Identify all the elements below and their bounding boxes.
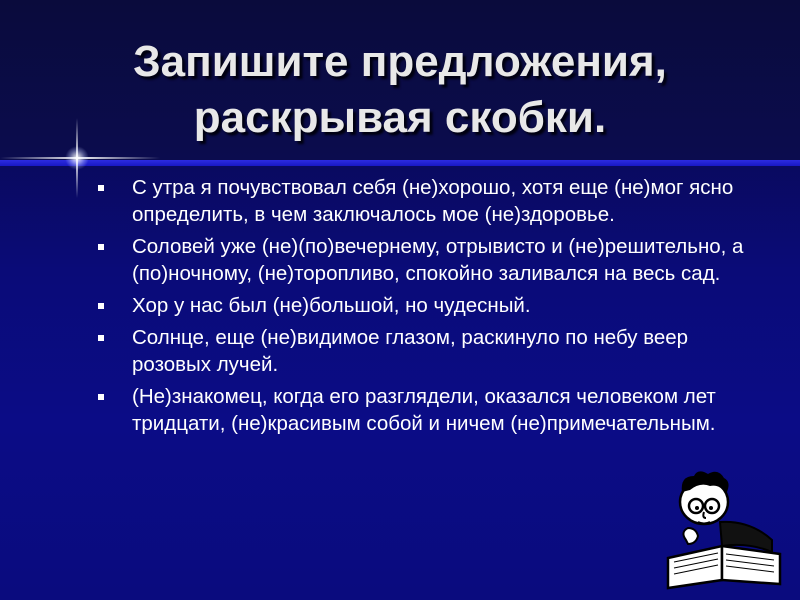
bullet-marker-icon [98,303,104,309]
list-item-text: Хор у нас был (не)большой, но чудесный. [132,294,531,317]
slide-title: Запишите предложения, раскрывая скобки. [133,37,667,142]
title-divider [0,160,800,166]
list-item [98,174,768,228]
bullet-marker-icon [98,244,104,250]
bullet-marker-icon [98,394,104,400]
list-item-text: Солнце, еще (не)видимое глазом, раскинуло по небу веер розовых лучей. [132,326,689,376]
list-item [98,324,768,378]
bullet-marker-icon [98,185,104,191]
list-item [98,233,768,287]
bullet-list [98,174,768,442]
sparkle-star-glow [65,146,89,170]
list-item-text: С утра я почувствовал себя (не)хорошо, хотя еще (не)мог ясно определить, в чем заключалось мое (не)здоровье. [132,176,734,226]
list-item [98,383,768,437]
list-item [98,292,768,319]
reading-man-clipart [660,462,788,590]
list-item-text: Соловей уже (не)(по)вечернему, отрывисто и (не)решительно, а (по)ночному, (не)торопливо, спокойно заливался на весь сад. [132,235,744,285]
bullet-marker-icon [98,335,104,341]
list-item-text: (Не)знакомец, когда его разглядели, оказался человеком лет тридцати, (не)красивым собой и ничем (не)примечательным. [132,385,716,435]
